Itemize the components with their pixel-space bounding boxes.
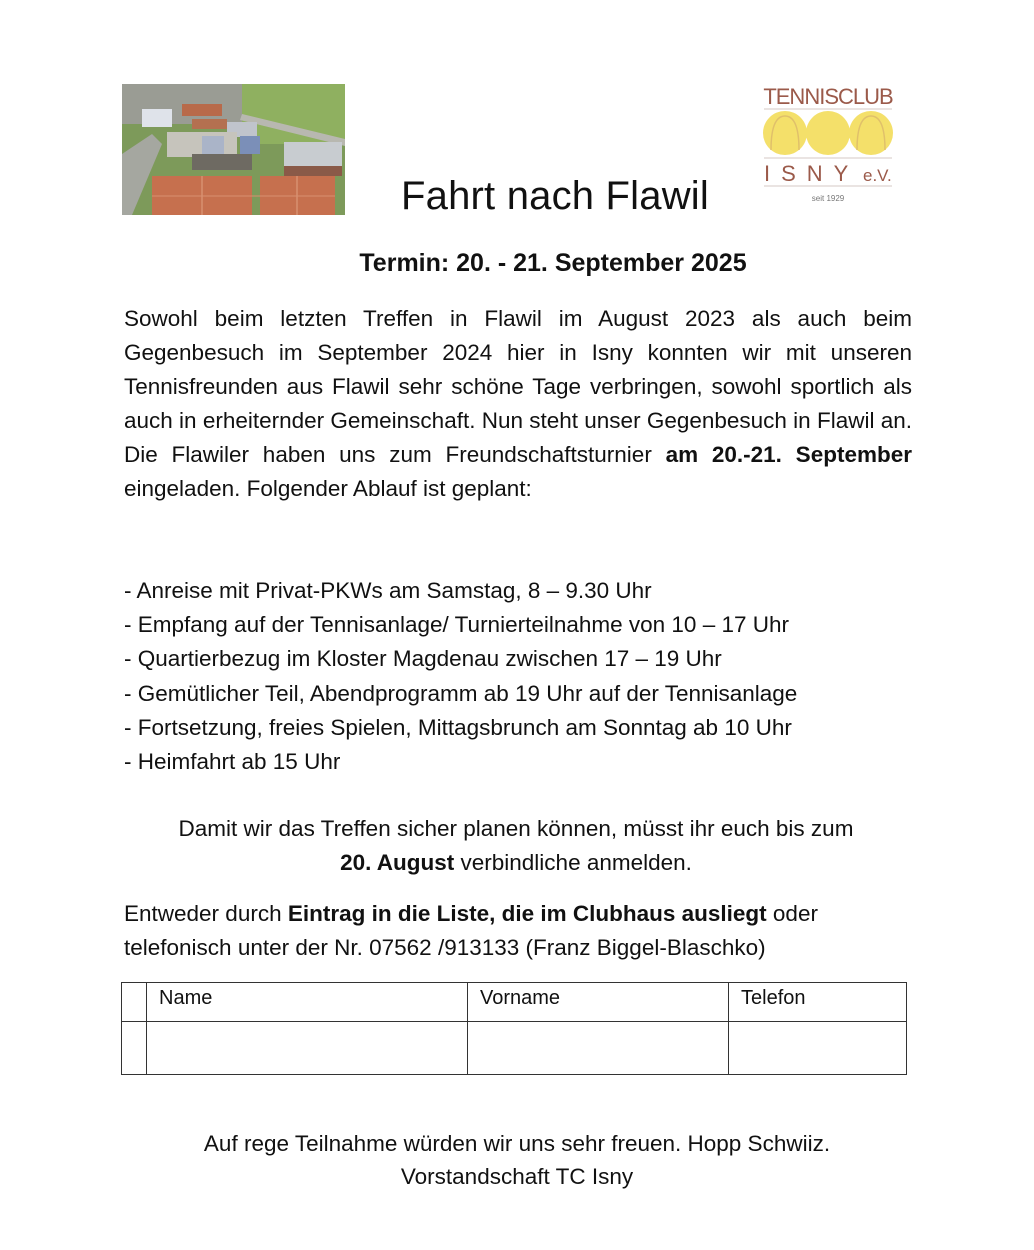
- schedule-item: - Anreise mit Privat-PKWs am Samstag, 8 – 9.30 Uhr: [124, 578, 652, 603]
- svg-text:TENNISCLUB: TENNISCLUB: [763, 84, 893, 109]
- svg-text:seit 1929: seit 1929: [811, 194, 845, 203]
- signup-table: [121, 982, 907, 1075]
- table-header-row: [122, 983, 907, 1022]
- svg-text:e.V.: e.V.: [863, 166, 892, 185]
- schedule-item: - Heimfahrt ab 15 Uhr: [124, 749, 341, 775]
- column-header-blank: [122, 983, 147, 1022]
- deadline-line1: Damit wir das Treffen sicher planen können, müsst ihr euch bis zum: [178, 816, 854, 841]
- deadline-line2: [118, 846, 914, 880]
- svg-text:ISNY: ISNY: [764, 161, 860, 186]
- schedule-item: - Gemütlicher Teil, Abendprogramm ab 19 Uhr auf der Tennisanlage: [124, 680, 798, 706]
- table-cell-telefon[interactable]: [729, 1022, 907, 1075]
- registration-deadline: [118, 812, 914, 880]
- deadline-rest: verbindliche anmelden.: [454, 850, 692, 875]
- schedule-item: - Quartierbezug im Kloster Magdenau zwischen 17 – 19 Uhr: [124, 646, 722, 672]
- contact-info: [124, 897, 924, 965]
- intro-paragraph: [124, 302, 912, 506]
- signature: Vorstandschaft TC Isny: [400, 1164, 634, 1189]
- column-header-vorname: Vorname: [468, 983, 729, 1022]
- table-cell-name[interactable]: [147, 1022, 468, 1075]
- column-header-telefon: Telefon: [729, 983, 907, 1022]
- contact-suffix: oder: [766, 901, 818, 926]
- table-cell[interactable]: [122, 1022, 147, 1075]
- event-date: Termin: 20. - 21. September 2025: [359, 249, 747, 277]
- table-row: [122, 1022, 907, 1075]
- table-cell-vorname[interactable]: [468, 1022, 729, 1075]
- schedule-item: - Fortsetzung, freies Spielen, Mittagsbrunch am Sonntag ab 10 Uhr: [124, 714, 792, 740]
- contact-prefix: Entweder durch: [124, 901, 288, 926]
- page-title: Fahrt nach Flawil: [401, 174, 709, 218]
- closing-text: [0, 1127, 1034, 1193]
- contact-line1: [124, 897, 924, 931]
- closing-line1: Auf rege Teilnahme würden wir uns sehr freuen. Hopp Schwiiz.: [203, 1131, 831, 1156]
- column-header-name: Name: [147, 983, 468, 1022]
- schedule-list: [124, 574, 924, 779]
- schedule-item: - Empfang auf der Tennisanlage/ Turnierteilnahme von 10 – 17 Uhr: [124, 612, 789, 638]
- deadline-date: 20. August: [340, 850, 455, 875]
- contact-phone: telefonisch unter der Nr. 07562 /913133 (Franz Biggel-Blaschko): [124, 935, 766, 960]
- contact-bold: Eintrag in die Liste, die im Clubhaus ausliegt: [287, 901, 767, 926]
- intro-text: Sowohl beim letzten Treffen in Flawil im August 2023 als auch beim Gegenbesuch im September 2024 hier in Isny konnten wir mit unseren Tennisfreunden aus Flawil sehr schöne Tage verbringen, sowohl sportlich als auch in erheiternder Gemeinschaft. Nun steht unser Gegenbesuch in Flawil an. Die Flawiler haben uns zum Freundschaftsturnier: [124, 306, 912, 467]
- intro-text-end: eingeladen. Folgender Ablauf ist geplant:: [124, 476, 532, 501]
- intro-date-bold: am 20.-21. September: [665, 442, 912, 467]
